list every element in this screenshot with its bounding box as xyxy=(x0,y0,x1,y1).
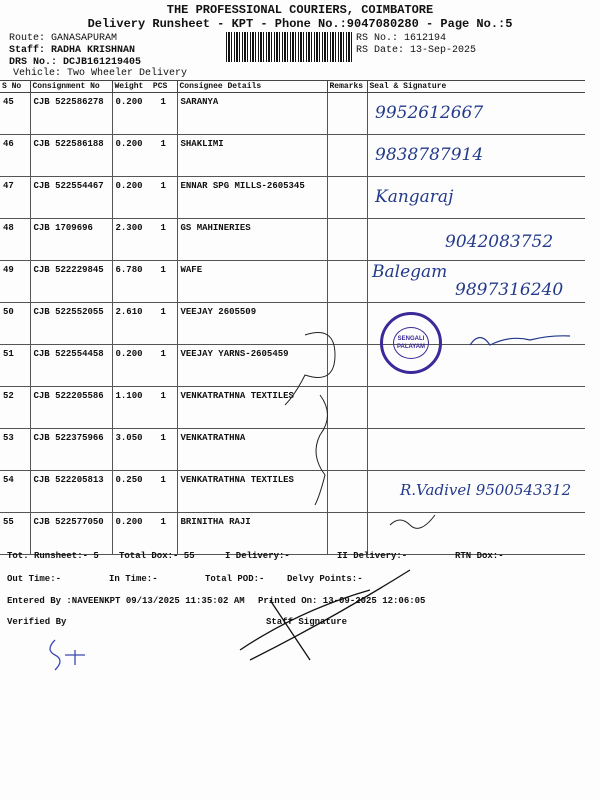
weight: 0.200 xyxy=(115,181,143,191)
col-consignee: Consignee Details xyxy=(177,81,327,93)
row-sno: 47 xyxy=(0,177,30,219)
vehicle: Vehicle: Two Wheeler Delivery xyxy=(13,68,188,79)
weight: 0.200 xyxy=(115,349,143,359)
consignment-no: CJB 522577050 xyxy=(30,513,112,555)
row-sno: 49 xyxy=(0,261,30,303)
seal-inner-text: SENGALI PALAYAM xyxy=(393,327,429,359)
consignee-name: BRINITHA RAJI xyxy=(177,513,327,555)
pcs: 1 xyxy=(160,139,166,149)
row-sno: 45 xyxy=(0,93,30,135)
weight: 2.300 xyxy=(115,223,143,233)
tot-runsheet: Tot. Runsheet:- 5 xyxy=(7,551,99,561)
consignee-name: VENKATRATHNA TEXTILES xyxy=(177,387,327,429)
handwritten-phone: 9838787914 xyxy=(375,145,484,165)
handwritten-phone: 9952612667 xyxy=(375,103,484,123)
pcs: 1 xyxy=(160,307,166,317)
row-sno: 54 xyxy=(0,471,30,513)
route: Route: GANASAPURAM xyxy=(9,33,118,44)
row-sno: 46 xyxy=(0,135,30,177)
pcs: 1 xyxy=(160,265,166,275)
col-sno: S No xyxy=(0,81,30,93)
row-sno: 48 xyxy=(0,219,30,261)
i-delivery: I Delivery:- xyxy=(225,551,290,561)
pcs: 1 xyxy=(160,433,166,443)
consignee-name: SHAKLIMI xyxy=(177,135,327,177)
consignment-no: CJB 522554467 xyxy=(30,177,112,219)
consignee-name: VENKATRATHNA xyxy=(177,429,327,471)
col-consignment: Consignment No xyxy=(30,81,112,93)
delvy-points: Delvy Points:- xyxy=(287,574,363,584)
rs-date: RS Date: 13-Sep-2025 xyxy=(356,45,477,56)
pcs: 1 xyxy=(160,517,166,527)
staff: Staff: RADHA KRISHNAN xyxy=(9,45,136,56)
consignment-no: CJB 522554458 xyxy=(30,345,112,387)
handwritten-phone: 9897316240 xyxy=(455,280,564,300)
consignee-name: ENNAR SPG MILLS-2605345 xyxy=(177,177,327,219)
consignment-no: CJB 522586278 xyxy=(30,93,112,135)
staff-signature: Staff Signature xyxy=(266,617,348,627)
pcs: 1 xyxy=(160,475,166,485)
weight: 0.200 xyxy=(115,517,143,527)
rs-no: RS No.: 1612194 xyxy=(356,33,447,44)
total-pod: Total POD:- xyxy=(205,574,265,584)
consignment-no: CJB 522552055 xyxy=(30,303,112,345)
handwritten-phone: 9042083752 xyxy=(445,232,554,252)
row-sno: 52 xyxy=(0,387,30,429)
consignee-name: VEEJAY YARNS-2605459 xyxy=(177,345,327,387)
weight: 0.200 xyxy=(115,139,143,149)
handwritten-signature: Kangaraj xyxy=(375,187,454,207)
consignee-name: VENKATRATHNA TEXTILES xyxy=(177,471,327,513)
pcs: 1 xyxy=(160,349,166,359)
consignee-name: WAFE xyxy=(177,261,327,303)
total-dox: Total Dox:- 55 xyxy=(119,551,195,561)
pcs: 1 xyxy=(160,181,166,191)
drs-no: DRS No.: DCJB161219405 xyxy=(9,57,142,68)
weight: 2.610 xyxy=(115,307,143,317)
ii-delivery: II Delivery:- xyxy=(337,551,408,561)
pcs: 1 xyxy=(160,223,166,233)
row-sno: 53 xyxy=(0,429,30,471)
col-pcs: PCS xyxy=(152,82,168,91)
col-seal: Seal & Signature xyxy=(367,81,585,93)
weight: 1.100 xyxy=(115,391,143,401)
consignment-no: CJB 522205586 xyxy=(30,387,112,429)
consignee-name: VEEJAY 2605509 xyxy=(177,303,327,345)
rtn-dox: RTN Dox:- xyxy=(455,551,504,561)
consignment-no: CJB 1709696 xyxy=(30,219,112,261)
row-sno: 50 xyxy=(0,303,30,345)
printed-on: Printed On: 13-09-2025 12:06:05 xyxy=(258,596,426,606)
weight: 0.250 xyxy=(115,475,143,485)
weight: 6.780 xyxy=(115,265,143,275)
pcs: 1 xyxy=(160,97,166,107)
row-sno: 51 xyxy=(0,345,30,387)
consignment-no: CJB 522375966 xyxy=(30,429,112,471)
consignee-name: SARANYA xyxy=(177,93,327,135)
handwritten-signature: Balegam xyxy=(372,262,448,282)
in-time: In Time:- xyxy=(109,574,158,584)
consignment-no: CJB 522586188 xyxy=(30,135,112,177)
col-weight: Weight xyxy=(114,82,144,91)
consignment-no: CJB 522205813 xyxy=(30,471,112,513)
verified-by: Verified By xyxy=(7,617,67,627)
weight: 3.050 xyxy=(115,433,143,443)
runsheet-subtitle: Delivery Runsheet - KPT - Phone No.:9047080280 - Page No.:5 xyxy=(87,17,513,31)
row-sno: 55 xyxy=(0,513,30,555)
company-title: THE PROFESSIONAL COURIERS, COIMBATORE xyxy=(166,3,434,17)
pcs: 1 xyxy=(160,391,166,401)
consignee-name: GS MAHINERIES xyxy=(177,219,327,261)
handwritten-signature: R.Vadivel 9500543312 xyxy=(400,481,572,499)
out-time: Out Time:- xyxy=(7,574,62,584)
col-remarks: Remarks xyxy=(327,81,367,93)
entered-by: Entered By :NAVEENKPT 09/13/2025 11:35:02 AM xyxy=(7,596,245,606)
consignment-no: CJB 522229845 xyxy=(30,261,112,303)
weight: 0.200 xyxy=(115,97,143,107)
